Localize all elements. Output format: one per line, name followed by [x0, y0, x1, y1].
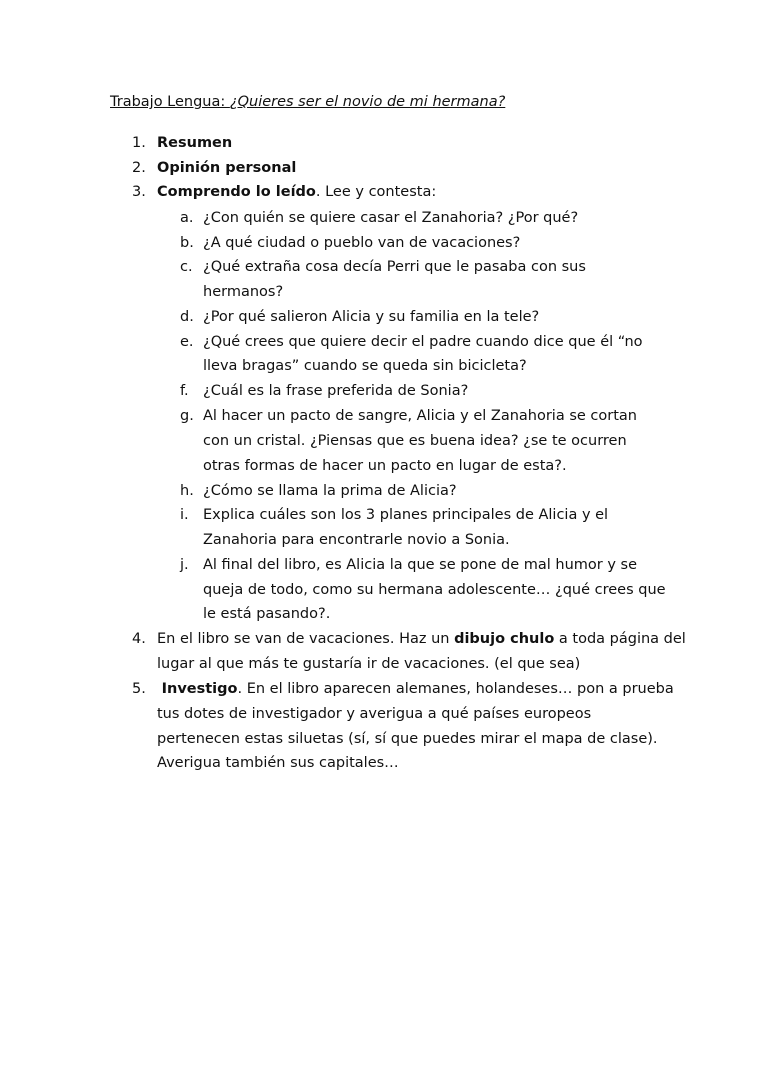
subitem-c-line-2: hermanos? [203, 284, 284, 300]
subitem-j-line-2: queja de todo, como su hermana adolescente… ¿qué crees que [203, 582, 666, 598]
subitem-g-line-1: Al hacer un pacto de sangre, Alicia y el Zanahoria se cortan [203, 408, 637, 424]
item-4-line-2: lugar al que más te gustaría ir de vacaciones. (el que sea) [157, 656, 581, 672]
subitem-f-line-1: ¿Cuál es la frase preferida de Sonia? [203, 383, 469, 399]
subitem-h-line-1: ¿Cómo se llama la prima de Alicia? [203, 483, 457, 499]
title-book: ¿Quieres ser el novio de mi hermana? [229, 94, 506, 110]
item-4-marker: 4. [132, 631, 146, 647]
subitem-g-line-2: con un cristal. ¿Piensas que es buena idea? ¿se te ocurren [203, 433, 627, 449]
subitem-b-line-1: ¿A qué ciudad o pueblo van de vacaciones? [203, 235, 521, 251]
subitem-b-marker: b. [180, 235, 194, 251]
item-4-line-1: En el libro se van de vacaciones. Haz un dibujo chulo a toda página del [157, 631, 686, 647]
subitem-c-line-1: ¿Qué extraña cosa decía Perri que le pasaba con sus [203, 259, 586, 275]
subitem-e-line-1: ¿Qué crees que quiere decir el padre cuando dice que él “no [203, 334, 643, 350]
subitem-e-marker: e. [180, 334, 194, 350]
document-title [110, 92, 670, 112]
subitem-h-marker: h. [180, 483, 194, 499]
subitem-j-line-1: Al final del libro, es Alicia la que se pone de mal humor y se [203, 557, 638, 573]
subitem-g-line-3: otras formas de hacer un pacto en lugar de esta?. [203, 458, 567, 474]
subitem-c-marker: c. [180, 259, 193, 275]
item-3-text: Comprendo lo leído. Lee y contesta: [157, 184, 437, 200]
subitem-j-marker: j. [180, 557, 189, 573]
subitem-i-line-2: Zanahoria para encontrarle novio a Sonia. [203, 532, 510, 548]
subitem-d-marker: d. [180, 309, 194, 325]
title-prefix: Trabajo Lengua: [110, 94, 230, 110]
item-1-marker: 1. [132, 135, 146, 151]
item-5-marker: 5. [132, 681, 146, 697]
item-5-line-3: pertenecen estas siluetas (sí, sí que puedes mirar el mapa de clase). [157, 731, 658, 747]
subitem-a-line-1: ¿Con quién se quiere casar el Zanahoria? ¿Por qué? [203, 210, 579, 226]
item-1-text: Resumen [157, 135, 233, 151]
subitem-a-marker: a. [180, 210, 194, 226]
item-2-text: Opinión personal [157, 160, 297, 176]
subitem-d-line-1: ¿Por qué salieron Alicia y su familia en la tele? [203, 309, 540, 325]
subitem-i-marker: i. [180, 507, 189, 523]
subitem-e-line-2: lleva bragas” cuando se queda sin bicicleta? [203, 358, 527, 374]
subitem-i-line-1: Explica cuáles son los 3 planes principales de Alicia y el [203, 507, 609, 523]
item-5-line-1: Investigo. En el libro aparecen alemanes, holandeses… pon a prueba [161, 681, 674, 697]
item-5-line-4: Averigua también sus capitales… [157, 755, 399, 771]
subitem-g-marker: g. [180, 408, 194, 424]
item-2-marker: 2. [132, 160, 146, 176]
item-5-line-2: tus dotes de investigador y averigua a qué países europeos [157, 706, 592, 722]
subitem-f-marker: f. [180, 383, 189, 399]
subitem-j-line-3: le está pasando?. [203, 606, 331, 622]
item-3-marker: 3. [132, 184, 146, 200]
